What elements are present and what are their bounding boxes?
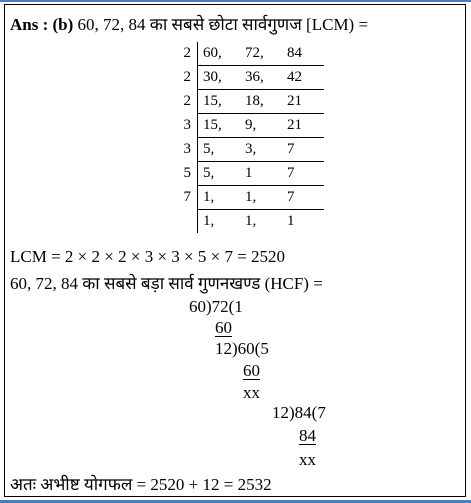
value-cell: 9,	[240, 114, 282, 138]
value-cell: 84	[282, 42, 324, 66]
value-cell: 36,	[240, 66, 282, 90]
final-answer: अतः अभीष्ट योगफल = 2520 + 12 = 2532	[10, 475, 272, 494]
lcm-result: LCM = 2 × 2 × 2 × 3 × 3 × 5 × 7 = 2520	[10, 247, 286, 266]
divisor: 12	[272, 403, 289, 422]
value-cell: 30,	[198, 66, 241, 90]
heading-text: 60, 72, 84 का सबसे छोटा सार्वगुणज [LCM) =	[77, 15, 369, 34]
lcm-row	[157, 90, 324, 114]
lcm-row	[157, 210, 324, 234]
division-step-3: 12)84(7	[272, 403, 326, 422]
divisor-cell: 2	[157, 66, 198, 90]
divisor: 60	[189, 297, 206, 316]
divisor-cell: 2	[157, 90, 198, 114]
divisor-cell	[157, 210, 198, 234]
value-cell: 7	[282, 162, 324, 186]
value-cell: 1,	[198, 186, 241, 210]
hcf-heading: 60, 72, 84 का सबसे बड़ा सार्व गुणनखण्ड (HCF) =	[10, 274, 323, 293]
value-cell: 72,	[240, 42, 282, 66]
lcm-row	[157, 186, 324, 210]
divisor-cell: 7	[157, 186, 198, 210]
value-cell: 15,	[198, 90, 241, 114]
value-cell: 60,	[198, 42, 241, 66]
divisor-cell: 3	[157, 138, 198, 162]
division-step-1: 60)72(1	[189, 297, 243, 316]
lcm-division-table	[157, 42, 324, 233]
division-product-3: 84	[299, 426, 316, 445]
value-cell: 1,	[245, 213, 257, 229]
answer-heading	[10, 12, 368, 35]
lcm-row	[157, 138, 324, 162]
lcm-row	[157, 66, 324, 90]
value-cell: 18,	[240, 90, 282, 114]
value-cell: 15,	[198, 114, 241, 138]
division-step-2: 12)60(5	[215, 339, 269, 358]
value-cell: 1,	[203, 213, 215, 229]
answer-label: Ans : (b)	[10, 15, 74, 34]
value-cell: 3,	[240, 138, 282, 162]
quotient: (7	[311, 403, 326, 422]
lcm-row	[157, 162, 324, 186]
value-cell: 21	[282, 90, 324, 114]
quotient: (5	[254, 339, 269, 358]
value-cell: 7	[282, 186, 324, 210]
dividend: 60	[237, 339, 255, 358]
value-cell: 21	[282, 114, 324, 138]
value-cell: 42	[282, 66, 324, 90]
top-accent-bar	[0, 0, 471, 2]
lcm-row	[157, 42, 324, 66]
value-cell: 1,	[240, 186, 282, 210]
lcm-row	[157, 114, 324, 138]
value-cell: 1	[240, 162, 282, 186]
value-cell: 5,	[198, 138, 241, 162]
divisor: 12	[215, 339, 232, 358]
division-product-2: 60	[243, 361, 260, 380]
divisor-cell: 3	[157, 114, 198, 138]
divisor-cell: 2	[157, 42, 198, 66]
dividend: 84	[294, 403, 312, 422]
value-cell: 1	[287, 213, 295, 229]
divisor-cell: 5	[157, 162, 198, 186]
value-cell: 7	[282, 138, 324, 162]
division-remainder-3: xx	[299, 450, 316, 469]
division-product-1: 60	[215, 318, 232, 337]
division-remainder-2: xx	[243, 383, 260, 402]
value-cell: 5,	[198, 162, 241, 186]
dividend: 72	[211, 297, 229, 316]
quotient: (1	[228, 297, 243, 316]
